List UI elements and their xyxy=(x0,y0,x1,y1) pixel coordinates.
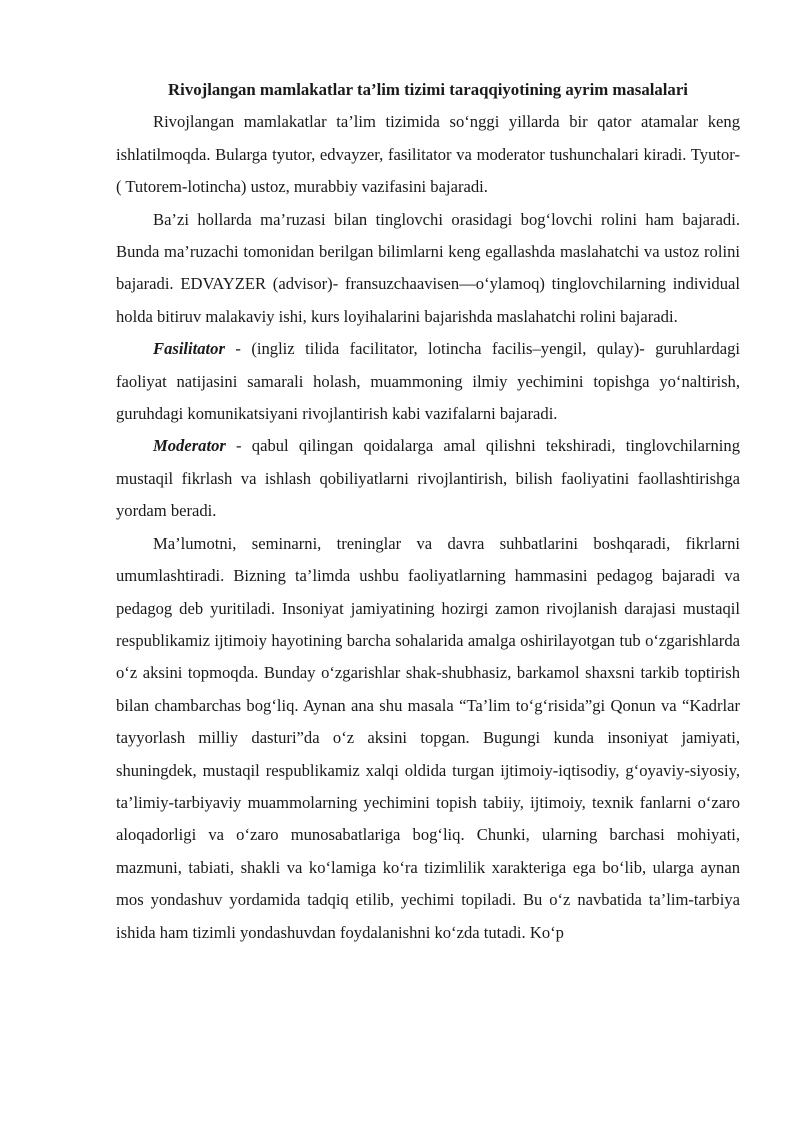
paragraph-text: Ma’lumotni, seminarni, treninglar va davra suhbatlarini boshqaradi, fikrlarni umumlashtiradi. Bizning ta’limda ushbu faoliyatlarning hammasini pedagog bajaradi va pedagog deb yuritiladi. Insoniyat jamiyatining hozirgi zamon rivojlanish darajasi mustaqil respublikamiz ijtimoiy hayotining barcha sohalarida amalga oshirilayotgan tub o‘zgarishlarda o‘z aksini topmoqda. Bunday o‘zgarishlar shak-shubhasiz, barkamol shaxsni tarkib toptirish bilan chambarchas bog‘liq. Aynan ana shu masala “Ta’lim to‘g‘risida”gi Qonun va “Kadrlar tayyorlash milliy dasturi”da o‘z aksini topgan. Bugungi kunda insoniyat jamiyati, shuningdek, mustaqil respublikamiz xalqi oldida turgan ijtimoiy-iqtisodiy, g‘oyaviy-siyosiy, ta’limiy-tarbiyaviy muammolarning yechimini topish tabiiy, ijtimoiy, texnik fanlarni o‘zaro aloqadorligi va o‘zaro munosabatlariga bog‘liq. Chunki, ularning barchasi mohiyati, mazmuni, tabiati, shakli va ko‘lamiga ko‘ra tizimlilik xarakteriga ega bo‘lib, ularga aynan mos yondashuv yordamida tadqiq etilib, yechimi topiladi. Bu o‘z navbatida ta’lim-tarbiya ishida ham tizimli yondashuvdan foydalanishni ko‘zda tutadi. Ko‘p xyxy=(116,533,740,942)
term-fasilitator: Fasilitator xyxy=(153,339,225,359)
paragraph-main xyxy=(116,528,740,949)
term-moderator: Moderator xyxy=(153,436,226,456)
paragraph-intro xyxy=(116,106,740,203)
document-title: Rivojlangan mamlakatlar ta’lim tizimi taraqqiyotining ayrim masalalari xyxy=(168,80,688,99)
paragraph-edvayzer xyxy=(116,204,740,334)
paragraph-text: - (ingliz tilida facilitator, lotincha facilis–yengil, qulay)- guruhlardagi faoliyat natijasini samarali holash, muammoning ilmiy yechimini topishga yo‘naltirish, guruhdagi komunikatsiyani rivojlantirish kabi vazifalarni bajaradi. xyxy=(116,339,740,424)
paragraph-fasilitator xyxy=(116,333,740,430)
paragraph-text: - qabul qilingan qoidalarga amal qilishni tekshiradi, tinglovchilarning mustaqil fikrlash va ishlash qobiliyatlarni rivojlantirish, bilish faoliyatini faollashtirishga yordam beradi. xyxy=(116,436,740,521)
paragraph-moderator xyxy=(116,430,740,527)
document-body xyxy=(116,74,740,949)
paragraph-text: Ba’zi hollarda ma’ruzasi bilan tinglovchi orasidagi bog‘lovchi rolini ham bajaradi. Bunda ma’ruzachi tomonidan berilgan bilimlarni keng egallashda maslahatchi va ustoz rolini bajaradi. EDVAYZER (advisor)- fransuzchaavisen—o‘ylamoq) tinglovchilarning individual holda bitiruv malakaviy ishi, kurs loyihalarini bajarishda maslahatchi rolini bajaradi. xyxy=(116,209,740,326)
paragraph-text: Rivojlangan mamlakatlar ta’lim tizimida so‘nggi yillarda bir qator atamalar keng ishlatilmoqda. Bularga tyutor, edvayzer, fasilitator va moderator tushunchalari kiradi. Tyutor- ( Tutorem-lotincha) ustoz, murabbiy vazifasini bajaradi. xyxy=(116,112,740,197)
